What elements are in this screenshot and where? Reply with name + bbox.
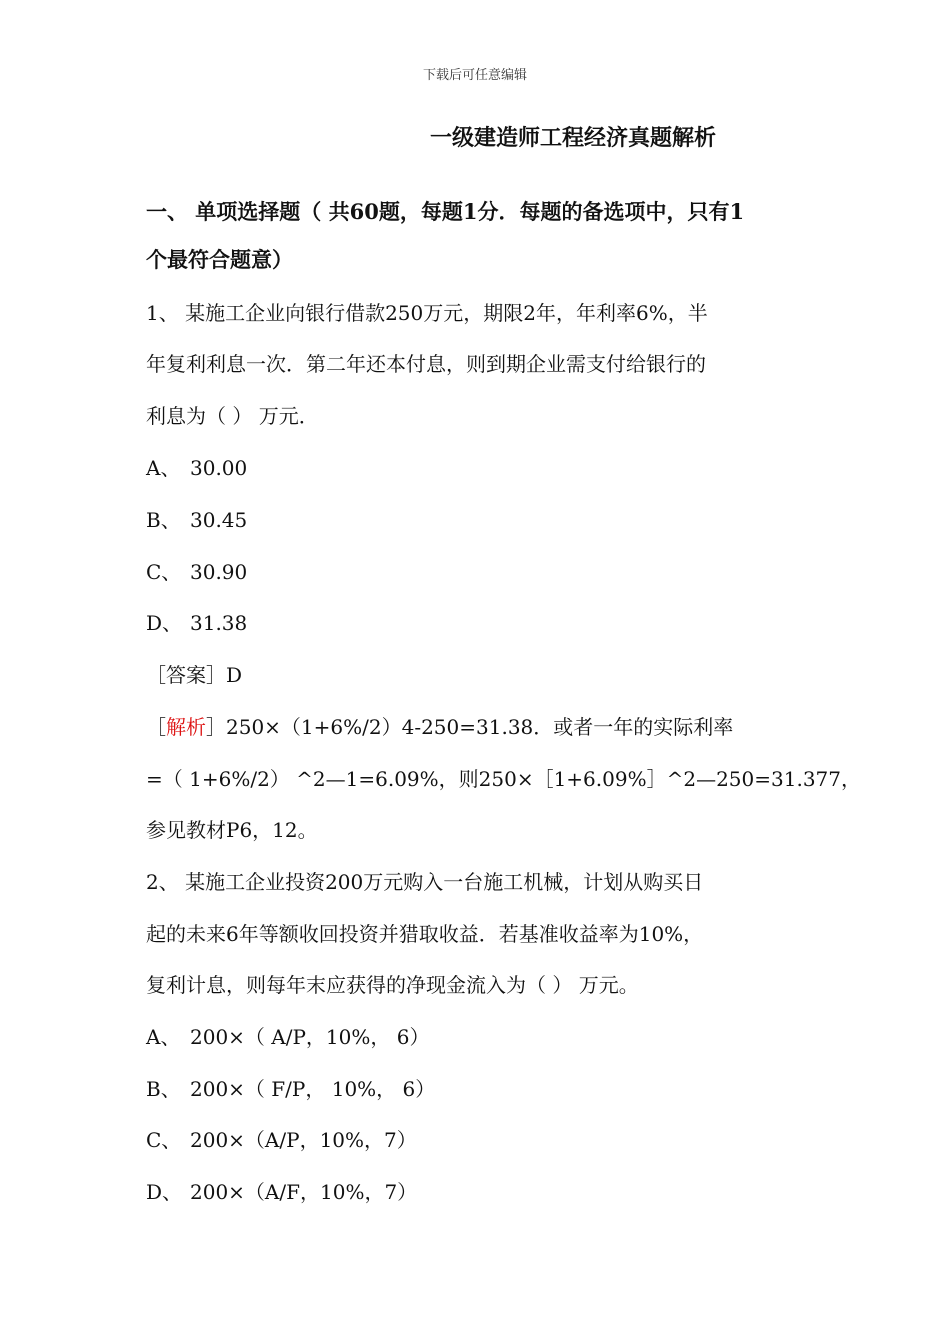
q2-option-c-text: 200×（A/P，10%，7）: [190, 1128, 417, 1152]
section-heading-line-1: 一、 单项选择题（ 共60题，每题1分．每题的备选项中，只有1: [146, 199, 745, 224]
q1-stem-line-2: 年复利利息一次．第二年还本付息，则到期企业需支付给银行的: [146, 352, 706, 376]
q2-option-d-letter: D、: [146, 1180, 183, 1204]
q1-stem-line-3: 利息为（ ） 万元．: [146, 404, 319, 428]
q2-option-a-text: 200×（ A/P，10%， 6）: [190, 1025, 430, 1049]
q2-option-a-letter: A、: [146, 1025, 181, 1049]
q1-option-a-text: 30.00: [190, 456, 248, 480]
q2-stem-line-2: 起的未来6年等额收回投资并猎取收益．若基准收益率为10%，: [146, 922, 704, 946]
q1-stem-line-1: 1、 某施工企业向银行借款250万元，期限2年，年利率6%，半: [146, 301, 708, 325]
q1-analysis-label: 解析: [166, 715, 206, 739]
q1-analysis-line-1: [146, 712, 733, 742]
page-header-note: 下载后可任意编辑: [422, 68, 527, 83]
q1-analysis-open-bracket: ［: [146, 715, 166, 739]
q1-option-a-letter: A、: [146, 456, 181, 480]
q2-option-a: [146, 1022, 429, 1052]
q2-stem-line-3: 复利计息，则每年末应获得的净现金流入为（ ） 万元。: [146, 973, 639, 997]
section-heading-line-2: 个最符合题意）: [146, 247, 293, 272]
q1-option-b-text: 30.45: [190, 508, 248, 532]
q2-option-b: [146, 1074, 435, 1104]
q1-option-b: [146, 505, 247, 535]
q1-option-d: [146, 608, 247, 638]
q1-option-c: [146, 557, 247, 587]
document-title: 一级建造师工程经济真题解析: [430, 125, 717, 151]
q2-option-d: [146, 1177, 417, 1207]
q1-option-c-letter: C、: [146, 560, 182, 584]
q1-option-d-text: 31.38: [190, 611, 248, 635]
q1-option-c-text: 30.90: [190, 560, 248, 584]
q1-analysis-line-2: =（ 1+6%/2） ^2—1=6.09%，则250×［1+6.09%］^2—250=31.377，: [146, 767, 861, 791]
q2-stem-line-1: 2、 某施工企业投资200万元购入一台施工机械，计划从购买日: [146, 870, 704, 894]
q1-answer: ［答案］D: [146, 663, 243, 687]
q1-analysis-text: ］250×（1+6%/2）4-250=31.38．或者一年的实际利率: [206, 715, 734, 739]
q1-option-b-letter: B、: [146, 508, 181, 532]
q2-option-c: [146, 1125, 417, 1155]
q2-option-c-letter: C、: [146, 1128, 182, 1152]
q2-option-d-text: 200×（A/F，10%，7）: [190, 1180, 418, 1204]
q2-option-b-text: 200×（ F/P， 10%， 6）: [190, 1077, 436, 1101]
q1-analysis-line-3: 参见教材P6，12。: [146, 818, 318, 842]
q2-option-b-letter: B、: [146, 1077, 181, 1101]
q1-option-d-letter: D、: [146, 611, 183, 635]
q1-option-a: [146, 453, 247, 483]
